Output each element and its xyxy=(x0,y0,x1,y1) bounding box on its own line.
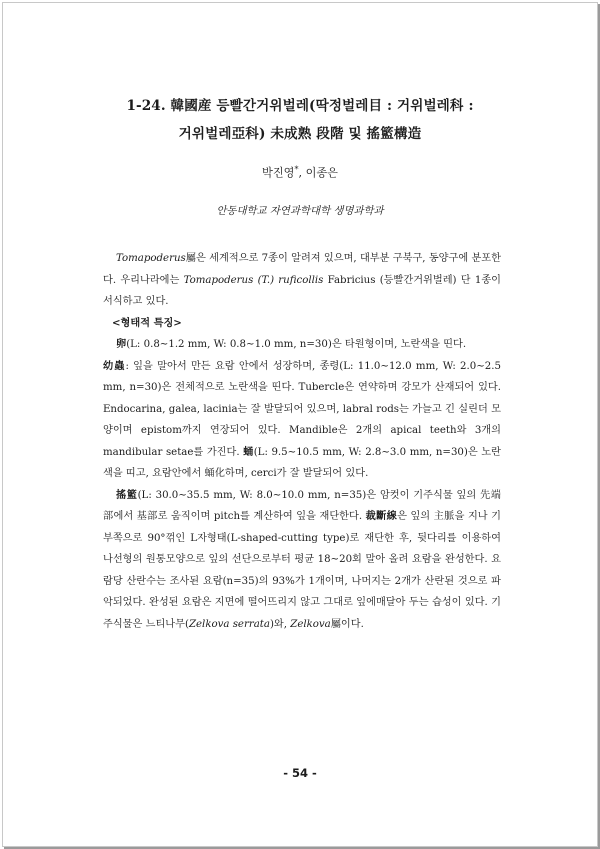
cradle-text-1: (L: 30.0∼35.5 mm, W: 8.0∼10.0 mm, n=35)은 암컷이 기주식물 잎의 先端部에서 基部로 움직이며 pitch를 계산하여 잎을 재단한다. xyxy=(103,489,501,522)
larva-paragraph xyxy=(103,356,501,485)
paper-title xyxy=(40,92,560,148)
host-genus-name: Zelkova xyxy=(290,618,331,630)
affiliation: 안동대학교 자연과학대학 생명과학과 xyxy=(216,205,384,217)
abstract-body xyxy=(103,248,501,635)
pupa-label: 蛹 xyxy=(243,445,254,458)
cutting-line-label: 裁斷線 xyxy=(365,510,398,522)
cradle-label: 搖籃 xyxy=(116,488,138,501)
corresponding-author-marker: * xyxy=(294,165,299,174)
intro-paragraph xyxy=(103,248,501,313)
larva-text-1: : 잎을 말아서 만든 요람 안에서 성장하며, 종령(L: 11.0∼12.0 mm, W: 2.0∼2.5 mm, n=30)은 전체적으로 노란색을 띤다. Tubercle은 연약하며 강모가 산재되어 있다. Endocarina, galea, lacinia는 잘 발달되어 있으며, labral rods는 가늘고 긴 실린더 모양이며 epistom까지 연장되어 있다. Mandible은 2개의 apical teeth와 3개의 mandibular setae를 가진다. xyxy=(103,360,501,458)
title-line-2: 거위벌레亞科) 未成熟 段階 및 搖籃構造 xyxy=(178,126,422,142)
page-number: - 54 - xyxy=(283,766,317,780)
species-name: Tomapoderus (T.) ruficollis xyxy=(183,274,324,286)
section-heading: <형태적 특징> xyxy=(112,316,182,329)
cradle-text-4: 屬이다. xyxy=(330,618,364,630)
author-separator: , xyxy=(298,166,306,180)
cradle-text-2: 은 잎의 主脈을 지나 기부쪽으로 90°꺾인 L자형태(L-shaped-cutting type)로 재단한 후, 뒷다리를 이용하여 나선형의 원통모양으로 잎의 선단으로부터 평균 18∼20회 말아 올려 요람을 완성한다. 요람당 산란수는 조사된 요람(n=35)의 93%가 1개이며, 나머지는 2개가 산란된 것으로 파악되었다. 완성된 요람은 지면에 떨어뜨리지 않고 그대로 잎에매달아 두는 습성이 있다. 기주식물은 느티나무( xyxy=(103,511,502,630)
larva-text-2: (L: 9.5∼10.5 mm, W: 2.8∼3.0 mm, n=30)은 노란색을 띠고, 요람안에서 蛹化하며, cerci가 잘 발달되어 있다. xyxy=(103,446,501,479)
author-2: 이종은 xyxy=(305,166,338,180)
cradle-text-3: )와, xyxy=(269,618,291,630)
egg-paragraph xyxy=(103,334,501,356)
egg-label: 卵 xyxy=(116,338,127,350)
intro-text-2: Fabricius (등빨간거위벌레) 단 1종이 서식하고 있다. xyxy=(103,274,502,307)
host-species-name: Zelkova serrata xyxy=(188,618,270,630)
author-line xyxy=(0,162,600,182)
author-1: 박진영 xyxy=(262,166,295,180)
cradle-paragraph xyxy=(103,485,501,636)
title-line-1: 1-24. 韓國産 등빨간거위벌레(딱정벌레目 : 거위벌레科 : xyxy=(126,98,474,114)
larva-label: 幼蟲 xyxy=(103,359,126,372)
genus-name: Tomapoderus xyxy=(116,253,186,264)
egg-text: (L: 0.8∼1.2 mm, W: 0.8∼1.0 mm, n=30)은 타원형이며, 노란색을 띤다. xyxy=(126,339,467,350)
intro-text-1: 屬은 세계적으로 7종이 알려져 있으며, 대부분 구북구, 동양구에 분포한다. 우리나라에는 xyxy=(103,253,501,286)
